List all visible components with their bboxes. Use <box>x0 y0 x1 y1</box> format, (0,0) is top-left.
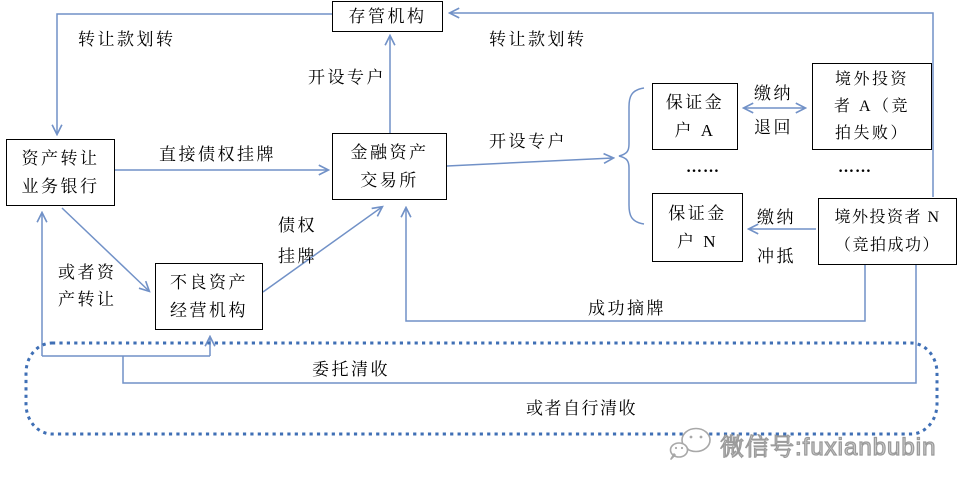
box-depository-label: 存管机构 <box>348 6 427 26</box>
label-open-account-top: 开设专户 <box>308 68 386 87</box>
box-margin-a-line1: 保证金 <box>665 92 725 112</box>
label-pay-refund-line2: 退回 <box>754 118 793 137</box>
box-bank-line1: 资产转让 <box>21 148 100 168</box>
label-pay-offset-line1: 缴纳 <box>757 208 796 227</box>
box-margin-a-line2: 户 A <box>674 120 716 140</box>
box-investor-n-line2: （竞拍成功） <box>834 236 940 254</box>
label-open-account-right: 开设专户 <box>489 132 567 151</box>
label-pay-refund <box>754 77 793 145</box>
label-direct-claim-listing: 直接债权挂牌 <box>159 145 276 164</box>
box-investor-a-line2: 者 A（竞 <box>833 98 911 115</box>
label-pay-refund-line1: 缴纳 <box>754 84 793 103</box>
box-investor-a-line1: 境外投资 <box>834 71 909 88</box>
box-margin-n-line2: 户 N <box>676 231 719 251</box>
watermark-text: 微信号:fuxianbubin <box>720 433 937 461</box>
box-npl-line2: 经营机构 <box>170 300 248 320</box>
label-success-delist: 成功摘牌 <box>588 299 666 318</box>
label-claim-listing-line2: 挂牌 <box>278 247 317 266</box>
ellipsis-margin-accounts: …… <box>686 159 720 176</box>
label-or-asset-transfer-line1: 或者资 <box>58 263 117 282</box>
box-investor-a <box>812 63 932 150</box>
label-self-collection: 或者自行清收 <box>526 399 637 418</box>
label-transfer-funds-left: 转让款划转 <box>78 30 176 49</box>
label-claim-listing-line1: 债权 <box>278 216 317 235</box>
brace <box>619 88 644 224</box>
box-margin-account-a <box>652 83 738 150</box>
label-or-asset-transfer <box>58 259 117 313</box>
box-bank <box>6 139 115 206</box>
label-claim-listing <box>278 210 317 272</box>
box-margin-n-line1: 保证金 <box>668 203 727 223</box>
watermark <box>668 424 936 464</box>
ellipsis-investors: …… <box>838 159 872 176</box>
label-pay-offset <box>757 198 796 276</box>
line-exchange-to-brace <box>447 158 613 166</box>
box-npl-institution <box>155 263 263 330</box>
box-bank-line2: 业务银行 <box>21 176 100 196</box>
box-investor-n <box>818 198 957 265</box>
label-transfer-funds-right: 转让款划转 <box>489 30 587 49</box>
box-exchange-line1: 金融资产 <box>350 142 429 162</box>
wechat-icon <box>668 424 716 464</box>
label-entrusted-collection: 委托清收 <box>312 360 390 379</box>
label-pay-offset-line2: 冲抵 <box>757 247 796 266</box>
label-or-asset-transfer-line2: 产转让 <box>58 290 117 309</box>
box-investor-n-line1: 境外投资者 N <box>834 208 941 226</box>
box-exchange <box>332 133 447 200</box>
box-investor-a-line3: 拍失败） <box>834 125 909 142</box>
box-npl-line1: 不良资产 <box>170 272 248 292</box>
box-exchange-line2: 交易所 <box>360 170 419 190</box>
box-margin-account-n <box>652 193 743 262</box>
box-depository <box>332 1 443 32</box>
